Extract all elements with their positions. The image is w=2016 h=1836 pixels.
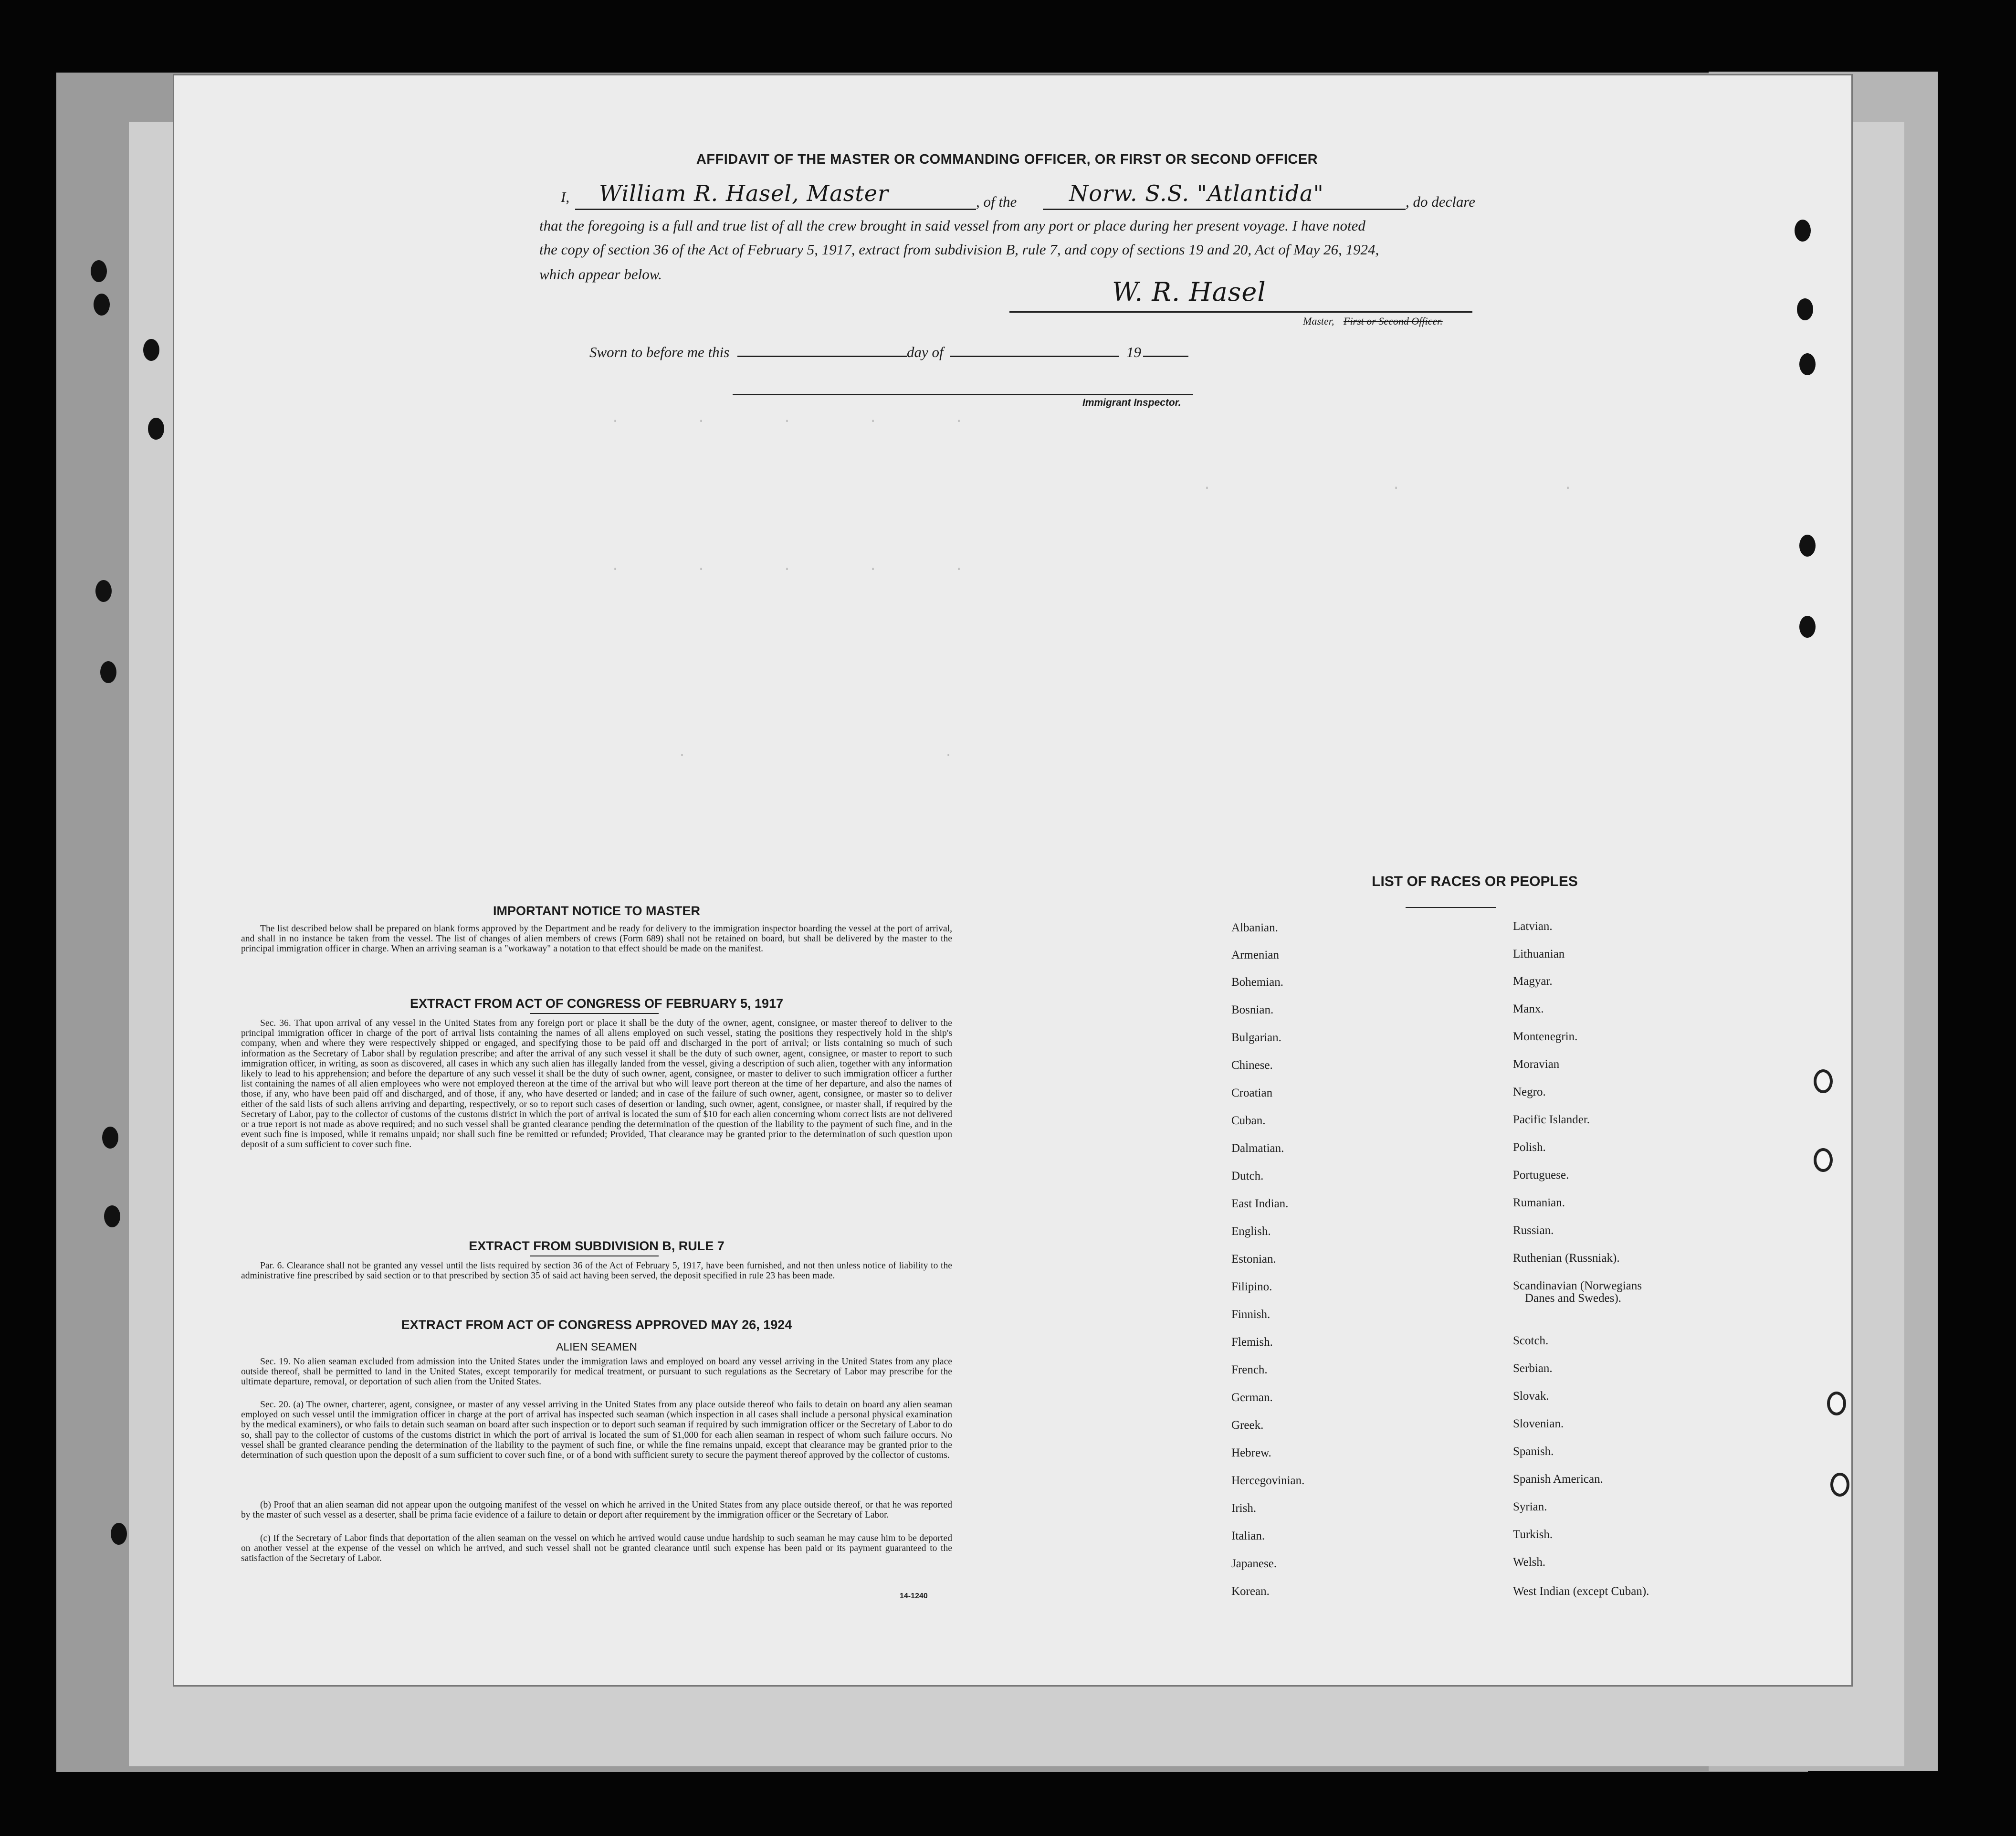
race-item: Ruthenian (Russniak).: [1513, 1252, 1620, 1265]
extract-1924-sec20a: Sec. 20. (a) The owner, charterer, agent, consignee, or master of any vessel arriving in the United States from any place outside thereof who fails to detain on board any alien seaman employed on such vessel until the immigration officer in charge at the port of arrival has inspected such seaman (which inspection in all cases shall include a personal physical examination by the medical examiners), or who fails to detain such seaman on board after such inspection or to deport such seaman if required by such immigration officer or the Secretary of Labor to do so, shall pay to the collector of customs of the customs district in which the port of arrival is located the sum of $1,000 for each alien seaman in respect of whom such failure occurs. No vessel shall be granted clearance pending the determination of the liability to the payment of such fine, or while the fine remains unpaid, except that clearance may be granted prior to the determination of such question upon the deposit of a sum sufficient to cover such fine, or of a bond with sufficient surety to secure the payment thereof approved by the collector of customs.: [241, 1400, 952, 1461]
race-item: Spanish.: [1513, 1445, 1554, 1458]
race-item: Chinese.: [1231, 1059, 1273, 1072]
races-title: LIST OF RACES OR PEOPLES: [1372, 874, 1578, 889]
vessel-fill-line: [1043, 209, 1406, 210]
race-item: Syrian.: [1513, 1500, 1547, 1513]
race-item: Serbian.: [1513, 1362, 1553, 1375]
bleed-through-marks: . . .: [1203, 477, 1573, 494]
binding-hole-icon: [1795, 220, 1811, 242]
title-underline: [530, 1013, 659, 1014]
binding-hole-icon: [100, 661, 116, 683]
race-item: Estonian.: [1231, 1253, 1276, 1266]
race-item: Portuguese.: [1513, 1169, 1569, 1182]
affidavit-line-3: the copy of section 36 of the Act of February 5, 1917, extract from subdivision B, rule 7, and copy of sections 19 and 20, Act of May 26, 1924,: [539, 241, 1379, 258]
sworn-month-line: [950, 356, 1119, 357]
affidavit-line-2: that the foregoing is a full and true list of all the crew brought in said vessel from any port or place during her present voyage. I have noted: [539, 217, 1365, 234]
race-item: Manx.: [1513, 1002, 1544, 1015]
race-item: Bosnian.: [1231, 1003, 1274, 1016]
race-item: Slovak.: [1513, 1390, 1549, 1403]
race-item: Armenian: [1231, 949, 1279, 961]
race-item: Welsh.: [1513, 1556, 1546, 1569]
race-item: Slovenian.: [1513, 1417, 1564, 1430]
sworn-year-line: [1143, 356, 1188, 357]
binding-hole-icon: [1799, 616, 1816, 638]
race-item: Pacific Islander.: [1513, 1113, 1590, 1126]
race-item: Lithuanian: [1513, 948, 1565, 960]
race-item: Dalmatian.: [1231, 1142, 1284, 1155]
race-item: West Indian (except Cuban).: [1513, 1585, 1649, 1598]
race-item: Italian.: [1231, 1530, 1265, 1542]
affidavit-line-4: which appear below.: [539, 266, 662, 283]
race-item: Albanian.: [1231, 921, 1278, 934]
extract-1917-text: Sec. 36. That upon arrival of any vessel in the United States from any foreign port or place it shall be the duty of the owner, agent, consignee, or master thereof to deliver to the principal immigration officer in charge of the port of arrival lists containing the names of all aliens employed on such vessel, stating the positions they respectively hold in the ship's company, when and where they were respectively shipped or engaged, and specifying those to be paid off and discharged in the port of arrival; or lists containing so much of such information as the Secretary of Labor shall by regulation prescribe; and after the arrival of any such vessel it shall be the duty of such owner, agent, consignee, or master to report to such immigration officer, in writing, as soon as discovered, all cases in which any such alien has illegally landed from the vessel, giving a description of such alien, together with any information likely to lead to his apprehension; and before the departure of any such vessel it shall be the duty of such owner, agent, consignee, or master to deliver to such immigration officer a further list containing the names of all alien employees who were not employed thereon at the time of the arrival but who will leave port thereon at the time of her departure, and also the names of those, if any, who have been paid off and discharged, and of those, if any, who have deserted or landed; and in case of the failure of such owner, agent, consignee, or master so to deliver either of the said lists of such aliens arriving and departing, respectively, or so to report such cases of desertion or landing, such owner, agent, consignee, or master shall, if required by the Secretary of Labor, pay to the collector of customs of the customs district in which the port of arrival is located the sum of $10 for each alien concerning whom correct lists are not delivered or a true report is not made as above required; and no such vessel shall be granted clearance pending the determination of the question of the liability to the payment of such fine, and in the event such fine is imposed, while it remains unpaid; nor shall such fine be remitted or refunded; Provided, That clearance may be granted prior to the determination of such question upon deposit of a sum sufficient to cover such fine.: [241, 1018, 952, 1150]
race-item: Greek.: [1231, 1419, 1264, 1432]
binding-hole-icon: [95, 580, 112, 602]
inspector-signature-line: [733, 394, 1193, 395]
signature-line: [1009, 311, 1472, 313]
race-item: Turkish.: [1513, 1528, 1553, 1541]
binding-hole-icon: [1830, 1473, 1849, 1497]
affidavit-title: AFFIDAVIT OF THE MASTER OR COMMANDING OFFICER, OR FIRST OR SECOND OFFICER: [696, 152, 1318, 167]
extract-1924-sec20c: (c) If the Secretary of Labor finds that deportation of the alien seaman on the vessel on which he arrived would cause undue hardship to such seaman he may cause him to be deported on another vessel at the expense of the vessel on which he arrived, and such vessel shall not be granted clearance until such expense has been paid or its payment guaranteed to the satisfaction of the Secretary of Labor.: [241, 1533, 952, 1564]
race-item: Finnish.: [1231, 1308, 1270, 1321]
form-number: 14-1240: [900, 1592, 928, 1600]
race-item: English.: [1231, 1225, 1271, 1238]
extract-1924-sec19: Sec. 19. No alien seaman excluded from admission into the United States under the immigration laws and employed on board any vessel arriving in the United States from any place outside thereof, shall be permitted to land in the United States, except temporarily for medical treatment, or pursuant to such regulations as the Secretary of Labor may prescribe for the ultimate departure, removal, or deportation of such alien from the United States.: [241, 1357, 952, 1387]
sworn-day-line: [737, 356, 907, 357]
race-item: Flemish.: [1231, 1336, 1273, 1349]
binding-hole-icon: [91, 260, 107, 282]
notice-title: IMPORTANT NOTICE TO MASTER: [493, 904, 700, 918]
handwritten-master-name: William R. Hasel, Master: [599, 180, 889, 206]
race-item: Magyar.: [1513, 975, 1553, 988]
notice-text: The list described below shall be prepared on blank forms approved by the Department and be ready for delivery to the immigration inspector boarding the vessel at the port of arrival, and shall in no instance be taken from the vessel. The list of changes of alien members of crews (Form 689) shall not be retained on board, but shall be delivered by the master to the principal immigration officer in charge. When an arriving seaman is a "workaway" a notation to that effect should be made on the manifest.: [241, 924, 952, 954]
bleed-through-marks: . . . . .: [611, 559, 964, 575]
binding-hole-icon: [148, 418, 164, 440]
race-item: Russian.: [1513, 1224, 1554, 1237]
race-item: East Indian.: [1231, 1197, 1289, 1210]
signature-caption-struck: First or Second Officer.: [1344, 315, 1443, 327]
extract-1917-title: EXTRACT FROM ACT OF CONGRESS OF FEBRUARY 5, 1917: [410, 996, 784, 1011]
extract-rule7-title: EXTRACT FROM SUBDIVISION B, RULE 7: [469, 1239, 724, 1253]
binding-hole-icon: [94, 294, 110, 316]
race-item: Hercegovinian.: [1231, 1474, 1305, 1487]
race-item: Japanese.: [1231, 1557, 1277, 1570]
race-item: Spanish American.: [1513, 1473, 1603, 1486]
race-item: Moravian: [1513, 1058, 1560, 1071]
extract-1924-title: EXTRACT FROM ACT OF CONGRESS APPROVED MAY 26, 1924: [401, 1318, 792, 1332]
sworn-label: Sworn to before me this: [589, 344, 730, 360]
race-item: Croatian: [1231, 1087, 1273, 1099]
affidavit-of-the-label: , of the: [976, 193, 1017, 210]
race-item: Hebrew.: [1231, 1446, 1271, 1459]
handwritten-signature: W. R. Hasel: [1112, 277, 1266, 307]
affidavit-declare-label: , do declare: [1406, 193, 1476, 210]
binding-hole-icon: [1814, 1069, 1833, 1093]
name-fill-line: [575, 209, 976, 210]
binding-hole-icon: [1797, 298, 1813, 320]
binding-hole-icon: [102, 1127, 118, 1149]
race-item: Cuban.: [1231, 1114, 1266, 1127]
race-item: Latvian.: [1513, 920, 1553, 933]
sworn-year-label: 19: [1126, 344, 1141, 360]
bleed-through-marks: . .: [678, 745, 953, 761]
binding-hole-icon: [1814, 1148, 1833, 1172]
extract-1924-sec20b: (b) Proof that an alien seaman did not appear upon the outgoing manifest of the vessel on which he arrived in the United States from any place outside thereof, or that he was reported by the master of such vessel as a deserter, shall be prima facie evidence of a failure to detain or deport after requirement by the immigration officer or the Secretary of Labor.: [241, 1500, 952, 1520]
binding-hole-icon: [111, 1523, 127, 1545]
race-item: Bohemian.: [1231, 976, 1284, 989]
signature-caption-master: Master,: [1303, 315, 1334, 327]
extract-1924-subtitle: ALIEN SEAMEN: [556, 1340, 637, 1353]
race-item: Montenegrin.: [1513, 1030, 1578, 1043]
binding-hole-icon: [143, 339, 159, 361]
race-item: Korean.: [1231, 1585, 1270, 1598]
race-item: Scotch.: [1513, 1334, 1549, 1347]
binding-hole-icon: [104, 1205, 120, 1227]
race-item: Rumanian.: [1513, 1196, 1565, 1209]
handwritten-vessel-name: Norw. S.S. "Atlantida": [1069, 180, 1324, 206]
binding-hole-icon: [1827, 1392, 1846, 1415]
race-item: French.: [1231, 1363, 1268, 1376]
extract-rule7-text: Par. 6. Clearance shall not be granted any vessel until the lists required by section 36 of the Act of February 5, 1917, have been furnished, and not then unless notice of liability to the administrative fine prescribed by said section or to that prescribed by section 35 of said act having been served, the deposit specified in rule 23 has been made.: [241, 1261, 952, 1281]
race-item: German.: [1231, 1391, 1273, 1404]
sworn-day-of-label: day of: [907, 344, 944, 360]
race-item: Dutch.: [1231, 1170, 1264, 1182]
race-item: Scandinavian (Norwegians: [1513, 1279, 1642, 1292]
race-item: Negro.: [1513, 1086, 1546, 1098]
race-item: Irish.: [1231, 1502, 1257, 1515]
binding-hole-icon: [1799, 535, 1816, 557]
inspector-caption: Immigrant Inspector.: [1082, 397, 1181, 408]
race-item: Filipino.: [1231, 1280, 1272, 1293]
race-item: Bulgarian.: [1231, 1031, 1281, 1044]
race-item: Danes and Swedes).: [1525, 1292, 1622, 1305]
race-item: Polish.: [1513, 1141, 1546, 1154]
affidavit-i-label: I,: [561, 189, 570, 205]
title-underline: [1406, 907, 1496, 908]
bleed-through-marks: . . . . .: [611, 411, 964, 427]
binding-hole-icon: [1799, 353, 1816, 375]
